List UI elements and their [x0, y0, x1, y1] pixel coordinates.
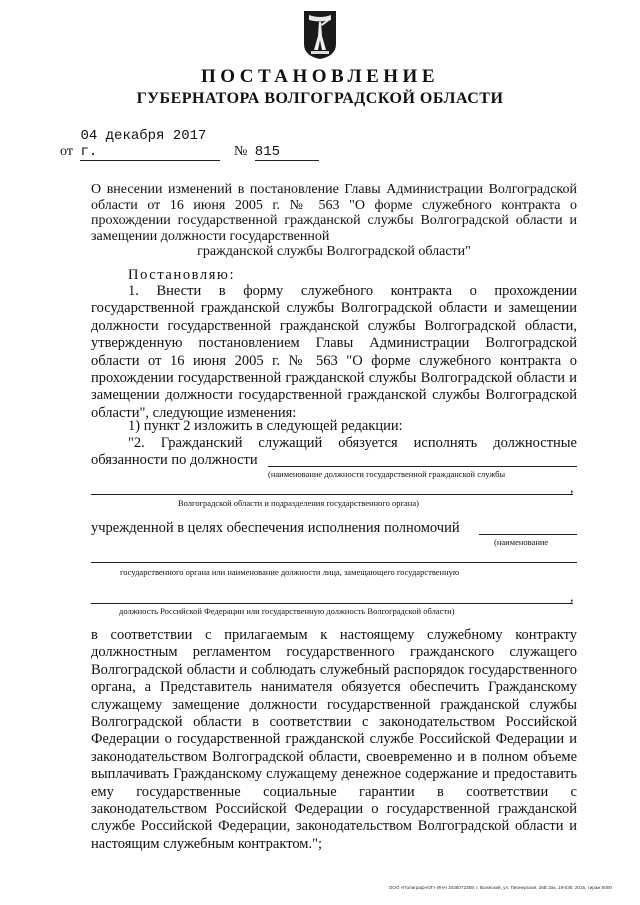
position-fill-line[interactable]: [91, 494, 573, 495]
duties-label: обязанности по должности: [91, 452, 258, 468]
subitem-1-text: 1) пункт 2 изложить в следующей редакции:: [128, 418, 403, 434]
subject-text-end: гражданской службы Волгоградской области": [197, 244, 471, 259]
dateline: [60, 128, 319, 161]
body-fill-line[interactable]: [91, 562, 577, 563]
document-date: 04 декабря 2017 г.: [80, 128, 220, 161]
authority-fill-line[interactable]: [479, 534, 577, 535]
quote-start: "2. Гражданский служащий обязуется исполнять должностные: [128, 435, 577, 451]
caption-name: (наименование: [494, 537, 549, 547]
document-issuer: ГУБЕРНАТОРА ВОЛГОГРАДСКОЙ ОБЛАСТИ: [136, 90, 504, 107]
print-imprint: ООО «Полиграф-ЮГ» ИНН 3435072359; г. Волжский, ул. Пионерская, 26В Зак. 19-035, 2015, тираж 5000: [388, 885, 612, 890]
document-subject: [91, 182, 577, 260]
document-number: 815: [255, 144, 319, 161]
caption-office: должность Российской Федерации или государственную должность Волгоградской области): [119, 606, 455, 616]
caption-position: (наименование должности государственной гражданской службы: [268, 469, 506, 479]
caption-department: Волгоградской области и подразделения государственного органа): [178, 498, 419, 508]
item-1-text: 1. Внести в форму служебного контракта о прохождении государственной гражданской службы Волгоградской области и замещении должности государственной гражданской службы Волгоградской области, утвержденную постановлением Главы Администрации Волгоградской области от 16 июня 2005 г. № 563 "О форме служебного контракта о прохождении государственной гражданской службы Волгоградской области и замещении должности государственной гражданской службы Волгоградской области", следующие изменения:: [91, 283, 577, 421]
closing-paragraph: в соответствии с прилагаемым к настоящему служебному контракту должностным регламентом государственного гражданского служащего Волгоградской области и соблюдать служебный распорядок государственного органа, а Представитель нанимателя обязуется обеспечить Гражданскому служащему замещение должности государственной гражданской службы Волгоградской области в соответствии с законодательством Российской Федерации о государственной гражданской службе Российской Федерации и законодательством Волгоградской области, своевременно и в полном объеме выплачивать Гражданскому служащему денежное содержание и предоставить ему государственные социальные гарантии в соответствии с законодательством Российской Федерации о государственной гражданской службе Российской Федерации, законодательством Волгоградской области и настоящим служебным контрактом.";: [91, 627, 577, 852]
coat-of-arms-icon: [303, 10, 337, 60]
caption-body: государственного органа или наименование должности лица, замещающего государственную: [120, 567, 460, 577]
date-prefix: от: [60, 144, 73, 159]
established-text: учрежденной в целях обеспечения исполнения полномочий: [91, 520, 460, 536]
subject-text: О внесении изменений в постановление Главы Администрации Волгоградской области от 16 июня 2005 г. № 563 "О форме служебного контракта о прохождении государственной гражданской службы Волгоградской области и замещении должности государственной: [91, 182, 577, 244]
duties-fill-line[interactable]: [268, 466, 577, 467]
office-fill-line[interactable]: [91, 603, 573, 604]
comma-2: ,: [570, 590, 574, 605]
number-sign: №: [233, 144, 248, 159]
comma-1: ,: [570, 481, 574, 496]
document-title: ПОСТАНОВЛЕНИЕ: [200, 66, 440, 87]
resolve-word: Постановляю:: [128, 267, 236, 283]
